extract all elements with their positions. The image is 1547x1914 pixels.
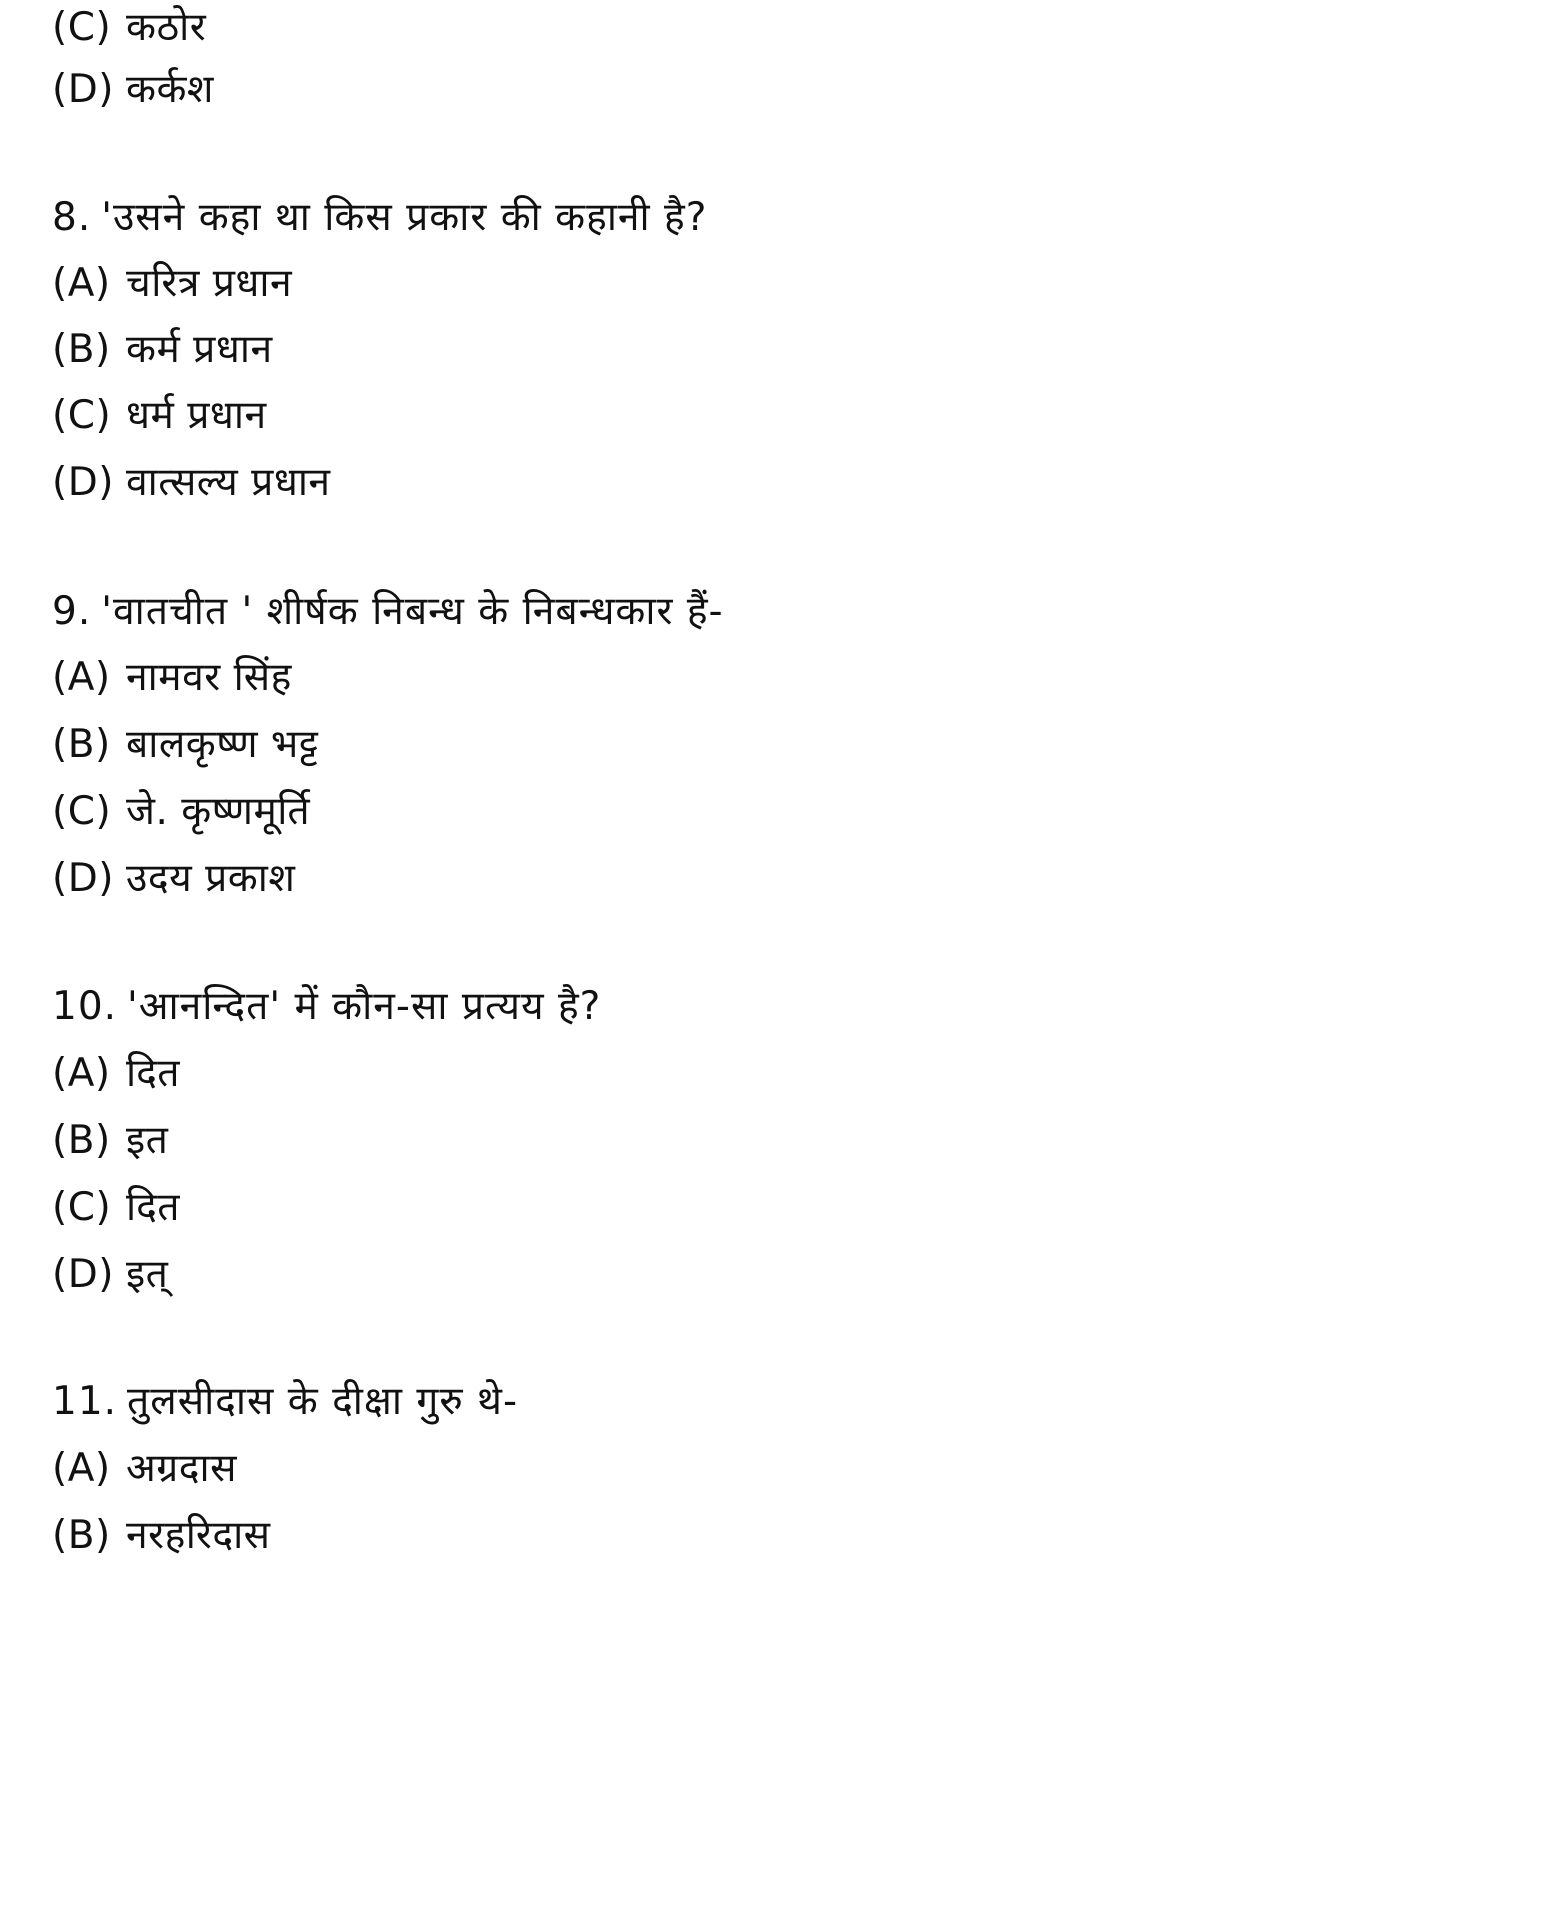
option-label: (A) bbox=[52, 655, 111, 700]
question-number: 11. bbox=[52, 1379, 118, 1424]
option-label: (C) bbox=[52, 789, 112, 834]
option-label: (A) bbox=[52, 1051, 111, 1096]
question-11-option-a bbox=[52, 1443, 237, 1495]
option-label: (C) bbox=[52, 5, 112, 50]
question-9-option-b bbox=[52, 719, 318, 771]
question-8 bbox=[52, 192, 707, 244]
option-label: (A) bbox=[52, 261, 111, 306]
option-label: (C) bbox=[52, 393, 112, 438]
question-9-option-a bbox=[52, 652, 292, 704]
option-text: बालकृष्ण भट्ट bbox=[126, 722, 319, 767]
option-text: चरित्र प्रधान bbox=[126, 261, 293, 306]
option-label: (C) bbox=[52, 1185, 112, 1230]
question-9 bbox=[52, 586, 724, 638]
question-number: 10. bbox=[52, 984, 118, 1029]
option-d bbox=[52, 64, 214, 116]
question-10-option-d bbox=[52, 1249, 168, 1301]
option-label: (B) bbox=[52, 722, 111, 767]
option-label: (D) bbox=[52, 460, 114, 505]
option-label: (B) bbox=[52, 1513, 111, 1558]
question-10 bbox=[52, 981, 601, 1033]
question-9-option-c bbox=[52, 786, 310, 838]
question-11-option-b bbox=[52, 1510, 271, 1562]
option-label: (D) bbox=[52, 1252, 114, 1297]
option-text: नामवर सिंह bbox=[126, 655, 292, 700]
option-text: जे. कृष्णमूर्ति bbox=[126, 789, 311, 834]
option-label: (A) bbox=[52, 1446, 111, 1491]
option-label: (D) bbox=[52, 67, 114, 112]
question-text: 'उसने कहा था किस प्रकार की कहानी है? bbox=[101, 195, 708, 240]
option-text: कर्कश bbox=[126, 67, 214, 112]
question-text: तुलसीदास के दीक्षा गुरु थे- bbox=[127, 1379, 519, 1424]
option-text: कठोर bbox=[126, 5, 207, 50]
question-number: 9. bbox=[52, 589, 92, 634]
option-text: इत् bbox=[126, 1252, 169, 1297]
option-text: दित bbox=[126, 1185, 181, 1230]
option-text: धर्म प्रधान bbox=[126, 393, 267, 438]
option-label: (B) bbox=[52, 327, 111, 372]
question-8-option-b bbox=[52, 324, 273, 376]
question-text: 'आनन्दित' में कौन-सा प्रत्यय है? bbox=[127, 984, 602, 1029]
question-8-option-d bbox=[52, 457, 331, 509]
question-10-option-b bbox=[52, 1115, 168, 1167]
question-number: 8. bbox=[52, 195, 92, 240]
question-9-option-d bbox=[52, 853, 295, 905]
option-text: कर्म प्रधान bbox=[126, 327, 273, 372]
option-text: वात्सल्य प्रधान bbox=[126, 460, 331, 505]
option-c bbox=[52, 2, 206, 54]
option-text: अग्रदास bbox=[126, 1446, 237, 1491]
option-label: (D) bbox=[52, 856, 114, 901]
question-8-option-c bbox=[52, 390, 267, 442]
option-label: (B) bbox=[52, 1118, 111, 1163]
question-10-option-a bbox=[52, 1048, 180, 1100]
question-11 bbox=[52, 1376, 518, 1428]
option-text: उदय प्रकाश bbox=[126, 856, 296, 901]
question-8-option-a bbox=[52, 258, 292, 310]
question-10-option-c bbox=[52, 1182, 180, 1234]
question-text: 'वातचीत ' शीर्षक निबन्ध के निबन्धकार हैं- bbox=[101, 589, 724, 634]
option-text: दित bbox=[126, 1051, 181, 1096]
option-text: इत bbox=[126, 1118, 169, 1163]
option-text: नरहरिदास bbox=[126, 1513, 271, 1558]
